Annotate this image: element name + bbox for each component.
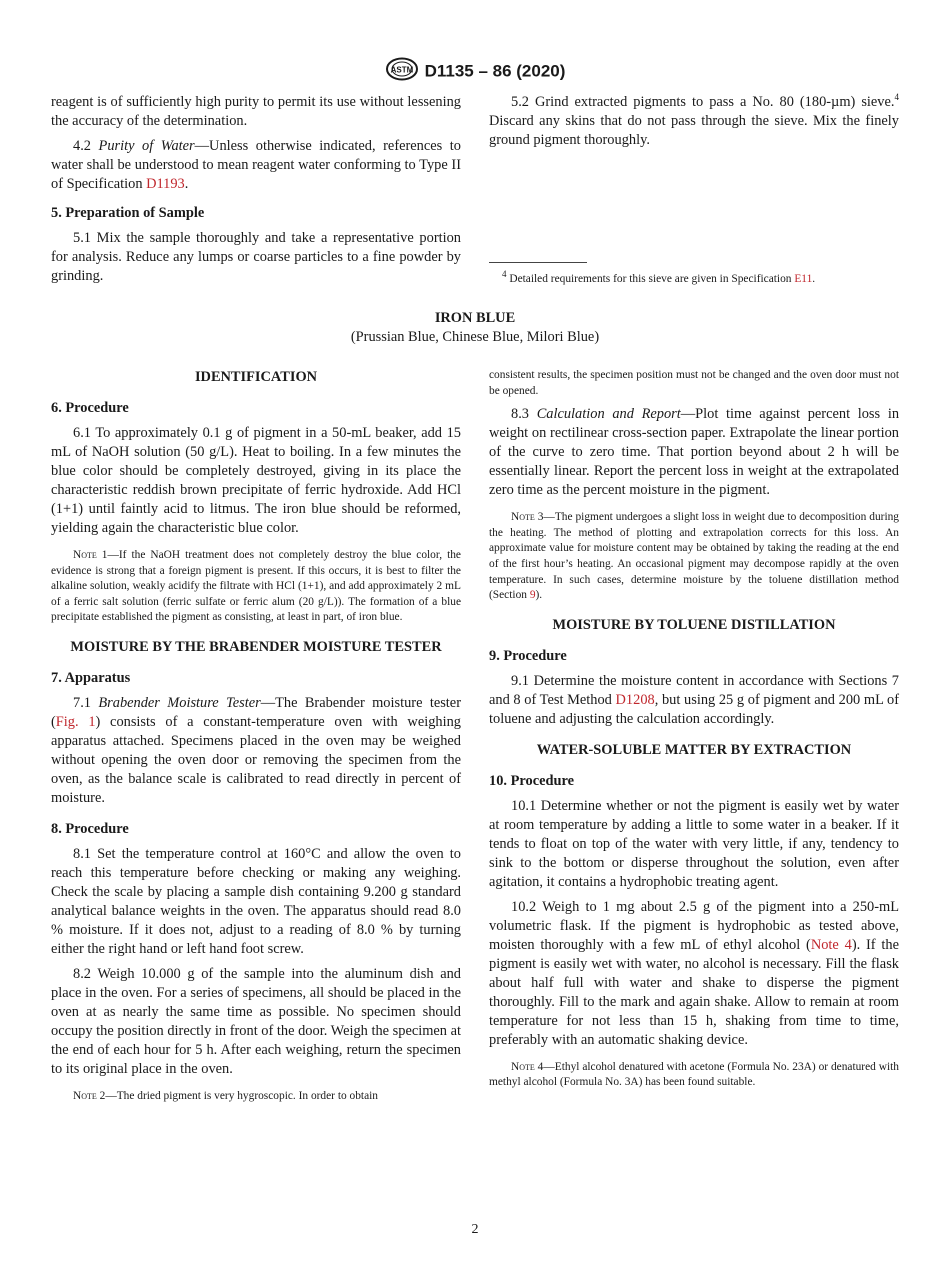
link-note-4[interactable]: Note 4 [810,936,852,953]
heading-water-soluble: WATER-SOLUBLE MATTER BY EXTRACTION [536,741,852,758]
section-iron-blue [0,309,950,347]
paragraph-10-2: 10.2 Weigh to 1 mg about 2.5 g of the pigment into a 250-mL volumetric flask. If the pigment is hydrophobic as tested above, moisten thoroughly with a few mL of ethyl alcohol (Note 4). If the pigment is easily wet with water, no alcohol is necessary. Fill the flask about half full with water and shake to disperse the pigment thoroughly. Fill to the mark and again shake. Allow to remain at room temperature for not less than 15 h, shaking from time to time, preferably with an automatic shaking device. [489,898,899,1048]
link-d1208[interactable]: D1208 [615,691,655,708]
page-header [0,57,950,86]
left-column-top [51,93,461,286]
footnote-4: $^4$ Detailed requirements for this sieve are given in Specification E11. [502,269,816,285]
heading-7: 7. Apparatus [51,669,131,686]
paragraph-7-1: 7.1 Brabender Moisture Tester—The Brabender moisture tester (Fig. 1) consists of a constant-temperature oven with weighing apparatus attached. Specimens placed in the oven may be weighed without opening the oven door or removing the specimen from the oven, as the balance scale is calibrated to read directly in percent of moisture. [51,694,461,806]
link-section-9[interactable]: 9 [529,589,536,602]
logo-text: ASTM [390,65,413,75]
note-2-continued: consistent results, the specimen position must not be changed and the oven door must not be opened. [489,369,899,397]
paragraph-9-1: 9.1 Determine the moisture content in accordance with Sections 7 and 8 of Test Method D1208, but using 25 g of pigment and 200 mL of toluene and adjusting the calculation accordingly. [489,672,899,727]
right-column-top [489,93,899,150]
section-subtitle: (Prussian Blue, Chinese Blue, Milori Blue) [350,329,600,345]
link-fig-1[interactable]: Fig. 1 [55,713,96,730]
paragraph-5-2: 5.2 Grind extracted pigments to pass a No. 80 (180-µm) sieve.$^4$ Discard any skins that do not pass through the sieve. Mix the finely ground pigment thoroughly. [489,92,899,148]
paragraph-4-2: 4.2 Purity of Water—Unless otherwise indicated, references to water shall be understood to mean reagent water conforming to Type II of Specification D1193. [51,138,461,192]
note-1: Note 1—If the NaOH treatment does not completely destroy the blue color, the evidence is strong that a foreign pigment is present. If this occurs, it is best to filter the alkaline solution, weakly acidify the filtrate with HCl (1+1), and add approximately 2 mL of a ferric salt solution (ferric sulfate or ferric alum (20 g/L)). The formation of a blue precipitate established the pigment as consisting, at least in part, of iron blue. [51,549,461,624]
note-3: Note 3—The pigment undergoes a slight loss in weight due to decomposition during the heating. The method of plotting and extrapolation corrects for this loss. An approximate value for moisture content may be obtained by taking the reading at the end of the first hour’s heating. An occasional pigment may decompose rapidly at the oven temperature. In such cases, determine moisture by the toluene distillation method (Section 9). [489,511,899,602]
heading-9: 9. Procedure [489,647,567,664]
heading-10: 10. Procedure [489,772,574,789]
paragraph-8-1: 8.1 Set the temperature control at 160°C and allow the oven to reach this temperature before checking or making any weighing. Check the scale by placing a sample dish containing 9.200 g standard analytical balance weights in the oven. The apparatus should read 8.0 % moisture. If it does not, adjust to a reading of 8.0 % by turning either the right hand or left hand foot screw. [51,845,461,957]
note-2: Note 2—The dried pigment is very hygroscopic. In order to obtain [73,1089,378,1102]
left-column [51,368,461,1105]
note-4: Note 4—Ethyl alcohol denatured with acetone (Formula No. 23A) or denatured with methyl alcohol (Formula No. 3A) has been found suitable. [489,1060,899,1089]
heading-toluene: MOISTURE BY TOLUENE DISTILLATION [552,616,836,633]
link-e11[interactable]: E11 [794,273,813,285]
page-number: 2 [471,1222,479,1237]
document-designation: D1135 – 86 (2020) [424,61,566,81]
heading-8: 8. Procedure [51,820,129,837]
link-d1193[interactable]: D1193 [146,176,185,192]
heading-6: 6. Procedure [51,400,129,416]
heading-brabender: MOISTURE BY THE BRABENDER MOISTURE TESTER [70,638,442,655]
paragraph-6-1: 6.1 To approximately 0.1 g of pigment in a 50-mL beaker, add 15 mL of NaOH solution (50 g/L). Heat to boiling. In a few minutes the blue color should be completely destroyed, giving in its place the characteristic reddish brown precipitate of ferric hydroxide. Add HCl (1+1) until faintly acid to litmus. The iron blue should be reformed, yielding again the characteristic blue color. [51,425,461,536]
paragraph-8-3: 8.3 Calculation and Report—Plot time against percent loss in weight on rectilinear cross-section paper. Extrapolate the linear portion of the curve to zero time. That portion beyond about 2 h will be essentially linear. Report the percent loss in weight at the extrapolated zero time as the percent moisture in the pigment. [489,406,900,499]
footnote-divider [489,262,587,263]
paragraph-10-1: 10.1 Determine whether or not the pigment is easily wet by water at room temperature by adding a little to some water in a beaker. If it tends to float on top of the water with very little, if any, tendency to sink to the bottom or disperse throughout the solution, even after agitation, it contains a hydrophobic treating agent. [489,797,899,890]
astm-logo-icon [385,57,419,86]
section-title: IRON BLUE [434,310,516,326]
heading-identification: IDENTIFICATION [194,369,318,385]
paragraph-8-2: 8.2 Weigh 10.000 g of the sample into the aluminum dish and place in the oven. For a series of specimens, all should be placed in the oven at as nearly the same time as possible. No specimen should occupy the position directly in front of the door. Weigh the specimen at the end of each hour for 5 h. After each weighing, return the specimen to its original place in the oven. [51,965,461,1077]
paragraph-4-1-continued: reagent is of sufficiently high purity to permit its use without lessening the accuracy of the determination. [51,94,461,129]
paragraph-5-1: 5.1 Mix the sample thoroughly and take a representative portion for analysis. Reduce any lumps or coarse particles to a fine powder by grinding. [51,230,461,284]
heading-5: 5. Preparation of Sample [51,205,205,221]
right-column [489,368,899,1091]
